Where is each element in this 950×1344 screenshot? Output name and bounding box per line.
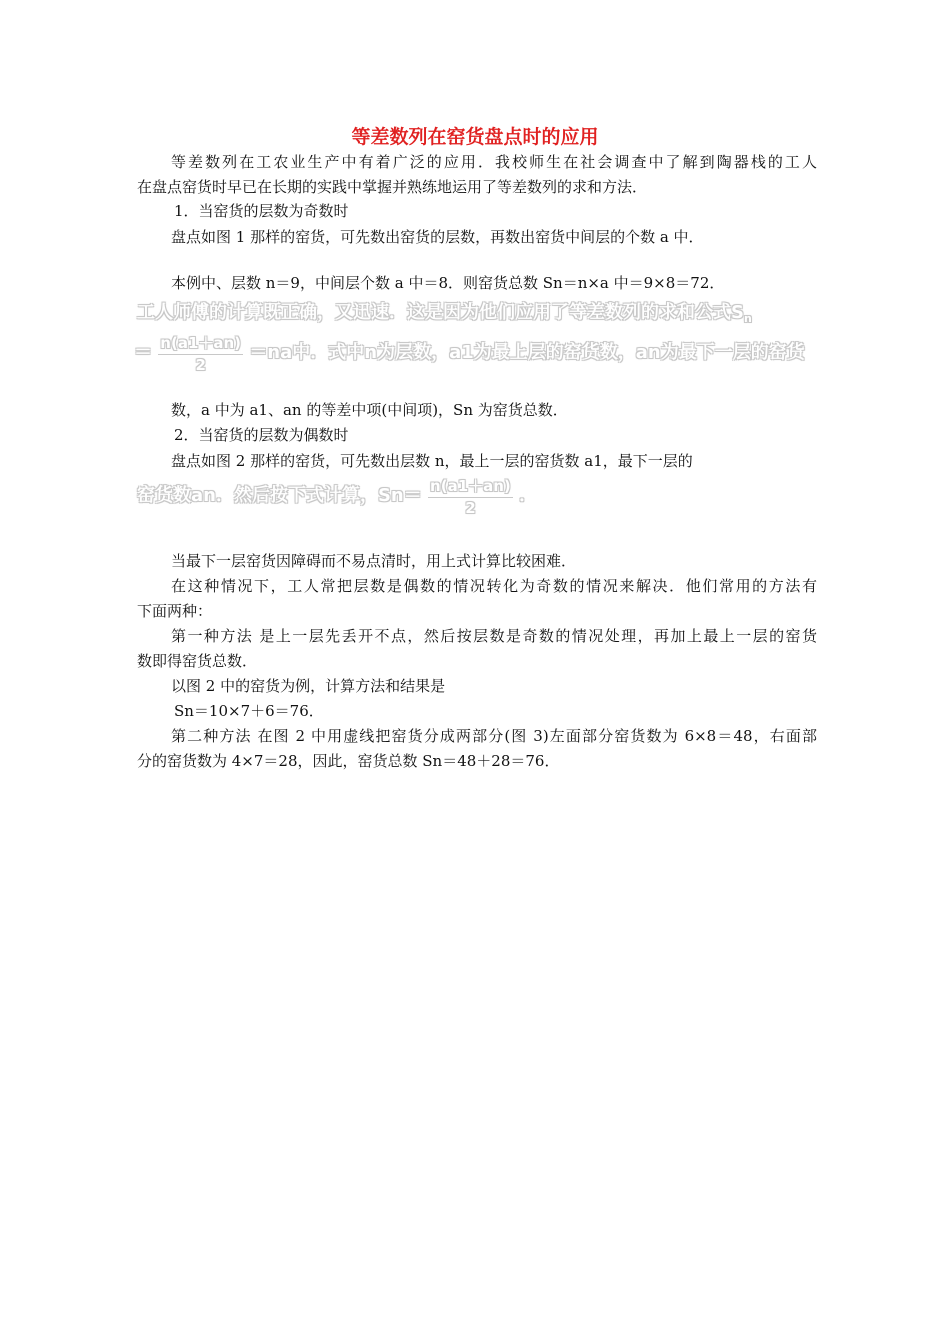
paragraph-line: 当最下一层窑货因障碍而不易点清时，用上式计算比较困难． (171, 552, 577, 570)
paragraph-line: 本例中、层数 n＝9，中间层个数 a 中＝8．则窑货总数 Sn＝n×a 中＝9×8＝72． (171, 274, 725, 292)
formula-line: Sn＝10×7＋6＝76． (174, 702, 324, 720)
paragraph-line: 盘点如图 1 那样的窑货，可先数出窑货的层数，再数出窑货中间层的个数 a 中． (171, 228, 704, 246)
paragraph-line: 盘点如图 2 那样的窑货，可先数出层数 n，最上一层的窑货数 a1，最下一层的 (171, 452, 693, 470)
paragraph-line: 数，a 中为 a1、an 的等差中项(中间项)，Sn 为窑货总数． (171, 401, 568, 419)
formula-image-line (134, 332, 805, 374)
fraction-denominator: 2 (465, 499, 476, 517)
section-heading: 1．当窑货的层数为奇数时 (174, 202, 349, 220)
paragraph-line: 以图 2 中的窑货为例，计算方法和结果是 (171, 677, 446, 695)
formula-subscript: n (743, 312, 752, 325)
fraction-denominator: 2 (195, 356, 206, 374)
paragraph-line: 在这种情况下，工人常把层数是偶数的情况转化为奇数的情况来解决．他们常用的方法有 (171, 577, 817, 595)
fraction-numerator: n(a1＋an) (428, 475, 513, 498)
formula-equals: ＝ (134, 342, 152, 363)
paragraph-line: 数即得窑货总数． (137, 652, 258, 670)
paragraph-line: 下面两种： (137, 602, 213, 620)
formula-text: ＝na中．式中n为层数，a1为最上层的窑货数，an为最下一层的窑货 (249, 342, 805, 363)
paragraph-line: 在盘点窑货时早已在长期的实践中掌握并熟练地运用了等差数列的求和方法． (137, 178, 648, 196)
page-title: 等差数列在窑货盘点时的应用 (351, 126, 599, 148)
section-heading: 2．当窑货的层数为偶数时 (174, 426, 349, 444)
paragraph-line: 第二种方法 在图 2 中用虚线把窑货分成两部分(图 3)左面部分窑货数为 6×8＝48，右面部 (171, 727, 817, 745)
formula-image-line (137, 298, 752, 325)
formula-text: ． (519, 485, 538, 506)
paragraph-line: 分的窑货数为 4×7＝28，因此，窑货总数 Sn＝48＋28＝76． (137, 752, 560, 770)
paragraph-line: 第一种方法 是上一层先丢开不点，然后按层数是奇数的情况处理，再加上最上一层的窑货 (171, 627, 817, 645)
fraction-numerator: n(a1＋an) (158, 332, 243, 355)
formula-fraction (158, 332, 243, 374)
formula-text: 工人师傅的计算既正确，又迅速．这是因为他们应用了等差数列的求和公式S (137, 302, 744, 323)
formula-image-line (137, 475, 537, 517)
formula-fraction (428, 475, 513, 517)
formula-text: 窑货数an．然后按下式计算，Sn＝ (137, 485, 422, 506)
paragraph-line: 等差数列在工农业生产中有着广泛的应用．我校师生在社会调查中了解到陶器栈的工人 (171, 153, 817, 171)
